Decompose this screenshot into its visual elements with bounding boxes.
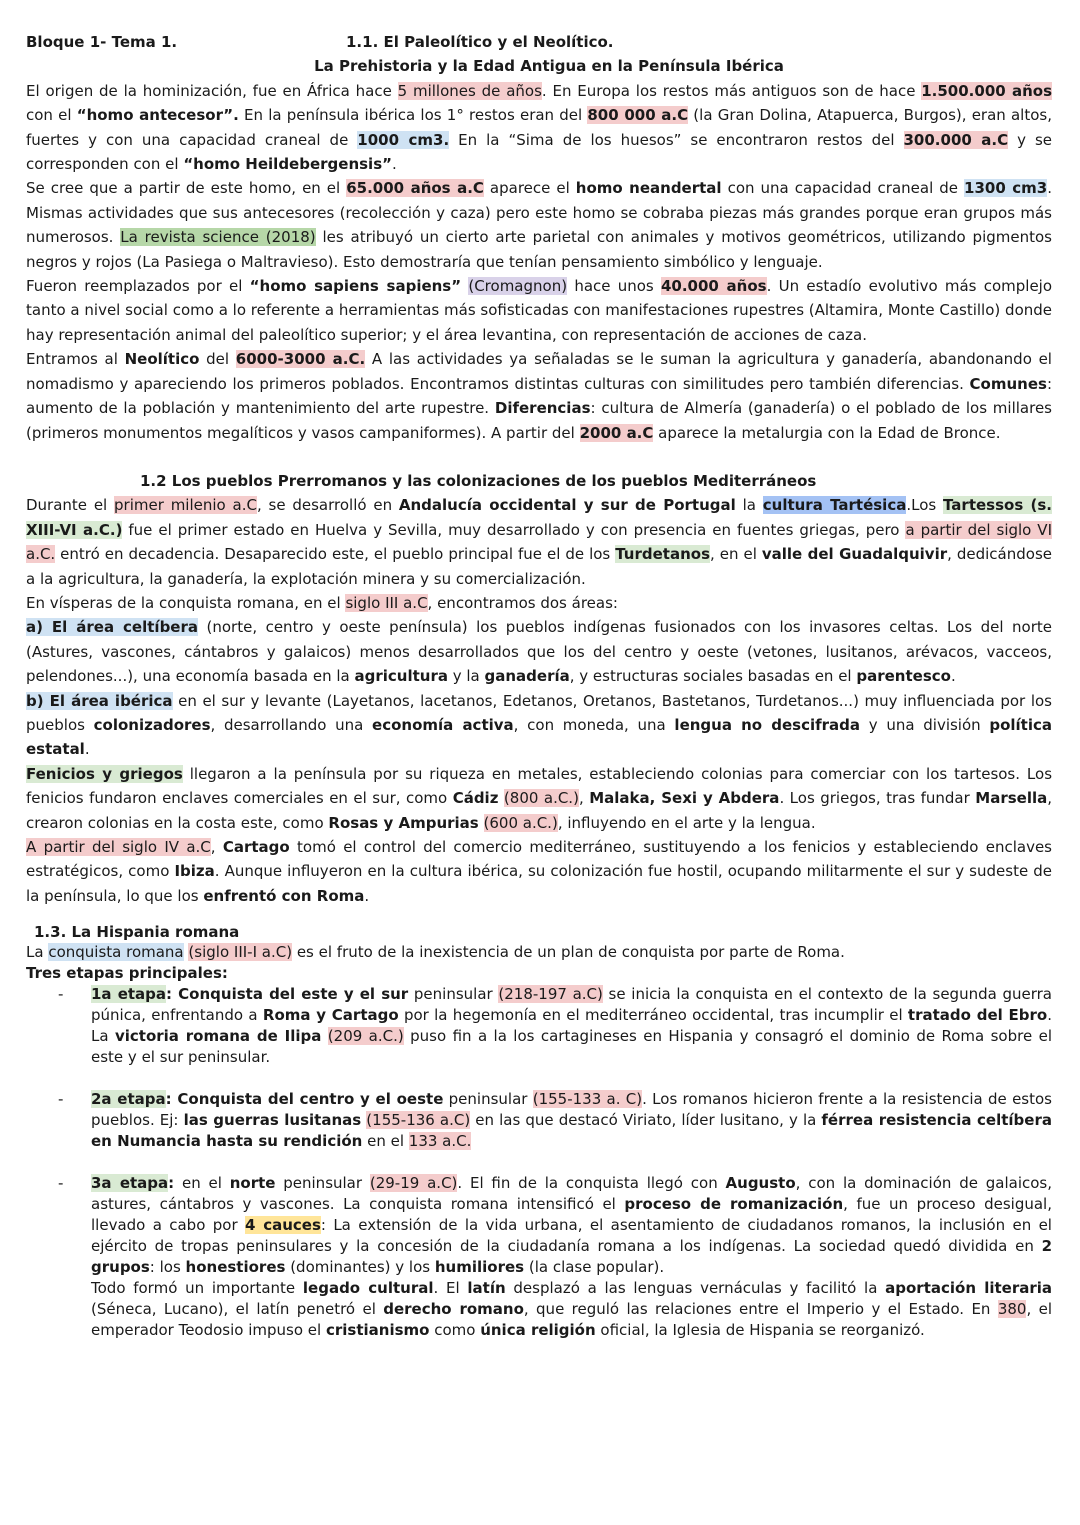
text: . En Europa los restos más antiguos son de hace (541, 81, 922, 100)
text: Durante el (26, 496, 115, 515)
text: . La (91, 1006, 1052, 1046)
bold-term: colonizadores (93, 715, 211, 734)
highlight-date: (800 a.C.) (503, 789, 579, 808)
highlight-date: (155-136 a.C) (366, 1111, 471, 1130)
text: , se desarrolló en (256, 496, 399, 515)
text: puso fin a la los cartagineses en Hispania y consagró el dominio de Roma sobre el este y el sur peninsular. (91, 1027, 1052, 1067)
highlight-term: a) El área celtíbera (26, 618, 198, 637)
highlight-term: 4 cauces (244, 1216, 321, 1235)
bold-term: valle del Guadalquivir (761, 545, 948, 564)
highlight-term: Tartessos (s. XIII-VI a.C.) (26, 496, 1052, 539)
bullet-dash-icon: - (58, 1174, 64, 1193)
bold-term: cristianismo (325, 1321, 430, 1340)
text: , encontramos dos áreas: (427, 593, 618, 612)
paragraph-neandertal (26, 176, 1052, 274)
bold-term: única religión (480, 1321, 596, 1340)
paragraph-legado-cultural (91, 1278, 1052, 1341)
text: . El (433, 1279, 468, 1298)
bold-term: Cádiz (452, 789, 499, 808)
highlight-term: 2a etapa (91, 1090, 166, 1109)
text: . El fin de la conquista llegó con (457, 1174, 726, 1193)
bold-term: Diferencias (494, 399, 591, 418)
text: , con moneda, una (513, 715, 675, 734)
highlight-measure: 1000 cm3. (357, 130, 450, 149)
etapas-subtitle (26, 963, 1052, 984)
bold-term: Comunes (969, 374, 1047, 393)
bullet-dash-icon: - (58, 1090, 64, 1109)
text: Fueron reemplazados por el (26, 277, 250, 296)
text: . (392, 155, 397, 174)
text: : cultura de Almería (ganadería) o el poblado de los millares (primeros monumentos megalíticos y vasos campaniformes). A partir del (26, 399, 1052, 442)
text: y se corresponden con el (26, 130, 1052, 174)
paragraph-tartessos (26, 493, 1052, 591)
text: (Séneca, Lucano), el latín penetró el (91, 1300, 384, 1319)
bold-term: norte (229, 1174, 276, 1193)
bold-term: enfrentó con Roma (203, 886, 365, 905)
text: es el fruto de la inexistencia de un plan de conquista por parte de Roma. (292, 943, 845, 962)
text: , en el (710, 545, 762, 564)
highlight-date: 1.500.000 años (921, 81, 1052, 100)
text: llegaron a la península por su riqueza en metales, estableciendo colonias para comerciar con los tartesos. Los fenicios fundaron enclaves comerciales en el sur, como (26, 764, 1053, 808)
section-1-3-title: 1.3. La Hispania romana (34, 923, 240, 942)
section-1-2-title: 1.2 Los pueblos Prerromanos y las colonizaciones de los pueblos Mediterráneos (140, 471, 817, 490)
text: : aumento de la población y mantenimiento del arte rupestre. (26, 374, 1052, 418)
text: , el emperador Teodosio impuso el (91, 1300, 1053, 1340)
text: se inicia la conquista en el contexto de la segunda guerra púnica, enfrentando a (91, 985, 1052, 1025)
text: . (364, 886, 370, 905)
highlight-term: conquista romana (48, 943, 184, 962)
highlight-date: primer milenio a.C (114, 496, 257, 515)
bold-term: tratado del Ebro (907, 1006, 1048, 1025)
paragraph-cartago (26, 835, 1052, 908)
paragraph-conquista-intro (26, 942, 1052, 963)
paragraph-fenicios-griegos (26, 762, 1052, 835)
bold-term: lengua no descifrada (674, 715, 861, 734)
block-label: Bloque 1- Tema 1. (26, 33, 178, 51)
highlight-date: 6000-3000 a.C. (235, 350, 366, 369)
text: . Los griegos, tras fundar (779, 789, 976, 808)
page-title: La Prehistoria y la Edad Antigua en la Península Ibérica (314, 57, 784, 76)
paragraph-visperas (26, 591, 1052, 615)
text (479, 814, 484, 832)
bold-term: Rosas y Ampurias (328, 813, 479, 832)
text: (la Gran Dolina, Atapuerca, Burgos), eran altos, fuertes y con una capacidad craneal de (26, 106, 1052, 149)
bold-term: Cartago (222, 838, 290, 856)
text: El origen de la hominización, fue en África hace (26, 81, 398, 100)
bold-term: Tres etapas principales: (26, 964, 228, 983)
bold-term: férrea resistencia celtíbera en Numancia hasta su rendición (91, 1111, 1052, 1151)
highlight-date: 800 000 a.C (587, 106, 689, 125)
text: peninsular (443, 1090, 533, 1109)
text: (norte, centro y oeste península) los pueblos indígenas fusionados con los invasores celtas. Los del norte (Astures, vascones, cántabros y galaicos) menos desarrollados que los del centro y oeste (vetones, lusitanos, arévacos, vacceos, pelendones...), una economía basada en la (26, 618, 1052, 686)
highlight-term: Fenicios y griegos (26, 764, 183, 783)
bold-term: proceso de romanización (624, 1195, 844, 1214)
bold-term: Malaka, Sexi y Abdera (589, 789, 780, 808)
paragraph-area-celtibera (26, 615, 1052, 688)
text: Todo formó un importante (91, 1279, 303, 1298)
bold-term: Roma y Cartago (262, 1006, 399, 1025)
highlight-measure: 1300 cm3 (964, 179, 1048, 198)
bold-term: aportación literaria (885, 1279, 1052, 1298)
text: , dedicándose a la agricultura, la ganadería, la explotación minera y su comercialización. (26, 545, 1052, 588)
bold-term: : Conquista del este y el sur (166, 985, 409, 1004)
bold-term: economía activa (372, 715, 514, 734)
text: .Los (906, 496, 943, 515)
text: por la hegemonía en el mediterráneo occidental, tras incumplir el (398, 1006, 908, 1025)
text: desplazó a las lenguas vernáculas y facilitó la (505, 1279, 886, 1298)
highlight-date: 2000 a.C (579, 423, 654, 442)
highlight-term: cultura Tartésica (762, 496, 907, 515)
bold-term: humiliores (434, 1258, 525, 1277)
highlight-date: (600 a.C.) (483, 813, 558, 832)
list-item-etapa-2 (26, 1089, 1052, 1152)
text: como (429, 1321, 481, 1340)
paragraph-neolitico (26, 347, 1052, 445)
highlight-date: 40.000 años (660, 277, 767, 296)
text: La (26, 943, 49, 962)
text: , que reguló las relaciones entre el Imperio y el Estado. En (523, 1300, 998, 1319)
highlight-date: 300.000 a.C (903, 130, 1009, 149)
bold-term: latín (467, 1279, 506, 1298)
text: En la península ibérica los 1° restos eran del (238, 106, 588, 125)
bold-term: homo neandertal (575, 179, 722, 198)
highlight-term: (Cromagnon) (468, 277, 568, 296)
bold-term: : (168, 1174, 175, 1193)
text: , crearon colonias en la costa este, como (26, 789, 1052, 832)
text: y la (447, 667, 485, 686)
bold-term: “homo Heildebergensis” (183, 155, 392, 174)
bold-term: : Conquista del centro y el oeste (165, 1090, 444, 1109)
text: , (210, 838, 223, 856)
text: tomó el control del comercio mediterráneo, sustituyendo a los fenicios y estableciendo enclaves estratégicos, como (26, 838, 1052, 881)
text: , (578, 789, 590, 808)
bold-term: legado cultural (302, 1279, 434, 1298)
text: , y estructuras sociales basadas en el (569, 667, 857, 686)
text: En vísperas de la conquista romana, en el (26, 593, 346, 612)
text: , fue un proceso desigual, llevado a cabo por (91, 1195, 1052, 1235)
bold-term: Ibiza (174, 862, 215, 881)
highlight-date: (29-19 a.C) (369, 1174, 458, 1193)
text: A las actividades ya señaladas se le suman la agricultura y ganadería, abandonando el nomadismo y apareciendo los primeros poblados. Encontramos distintas culturas con similitudes pero también diferencias. (26, 350, 1052, 393)
bold-term: derecho romano (383, 1300, 524, 1319)
text: oficial, la Iglesia de Hispania se reorganizó. (595, 1321, 925, 1340)
text: En la “Sima de los huesos” se encontraron restos del (449, 130, 904, 149)
text: peninsular (275, 1174, 370, 1193)
text: en el (362, 1132, 409, 1151)
bold-term: Andalucía occidental y sur de Portugal (398, 496, 736, 515)
bold-term: “homo sapiens sapiens” (249, 277, 462, 296)
highlight-term: Turdetanos (615, 545, 710, 564)
highlight-term: b) El área ibérica (26, 691, 173, 710)
header-row (26, 30, 1052, 54)
bold-term: parentesco (856, 667, 951, 686)
text: entró en decadencia. Desaparecido este, el pueblo principal fue el de los (55, 545, 616, 564)
text: . Mismas actividades que sus antecesores (recolección y caza) pero este homo se cobraba piezas más grandes porque eran grupos más numerosos. (26, 179, 1052, 247)
text: . (950, 667, 956, 686)
text: , con la dominación de galaicos, astures, cántabros y vascones. La conquista romana intensificó el (91, 1174, 1053, 1214)
text: en el sur y levante (Layetanos, lacetanos, Edetanos, Oretanos, Bastetanos, Turdetanos...) muy influenciada por los pueblos (26, 691, 1052, 734)
text: la (735, 496, 763, 515)
bold-term: política estatal (26, 715, 1053, 759)
highlight-term: 3a etapa (91, 1174, 169, 1193)
text: del (199, 350, 236, 369)
text: y una división (860, 715, 990, 734)
list-item-etapa-1 (26, 984, 1052, 1068)
etapas-list (26, 984, 1052, 1341)
text: en el (174, 1174, 230, 1193)
list-item-etapa-3 (26, 1173, 1052, 1341)
text: : La extensión de la vida urbana, el asentamiento de ciudadanos romanos, la inclusión en el ejército de tropas peninsulares y la concesión de la ciudadanía romana a los indígenas. La sociedad quedó dividida en (91, 1216, 1052, 1256)
text: (la clase popular). (524, 1258, 665, 1277)
highlight-date: A partir del siglo IV a.C (26, 838, 211, 856)
text: aparece la metalurgia con la Edad de Bronce. (653, 423, 1001, 442)
text: peninsular (408, 985, 499, 1004)
text: . (84, 740, 90, 759)
text: con una capacidad craneal de (721, 179, 965, 198)
paragraph-hominizacion (26, 79, 1052, 177)
bold-term: agricultura (354, 667, 448, 686)
highlight-date: 133 a.C. (408, 1132, 472, 1151)
bold-term: Augusto (725, 1174, 796, 1193)
text: Se cree que a partir de este homo, en el (26, 179, 347, 198)
bold-term: Neolítico (124, 350, 200, 369)
highlight-source: La revista science (2018) (120, 228, 316, 247)
text: hace unos (567, 277, 661, 296)
paragraph-sapiens (26, 274, 1052, 347)
highlight-date: (209 a.C.) (327, 1027, 404, 1046)
text: fue el primer estado en Huelva y Sevilla, muy desarrollado y con presencia en fuentes griegas, pero (122, 520, 906, 539)
bold-term: 2 grupos (91, 1237, 1052, 1277)
paragraph-area-iberica (26, 689, 1052, 762)
text: . Los romanos hicieron frente a la resistencia de estos pueblos. Ej: (91, 1090, 1052, 1130)
highlight-date: (218-197 a.C) (498, 985, 603, 1004)
highlight-date: 65.000 años a.C (346, 179, 484, 198)
highlight-date: a partir del siglo VI a.C. (26, 520, 1052, 564)
text: con el (26, 106, 77, 125)
text: les atribuyó un cierto arte parietal con animales y motivos geométricos, utilizando pigmentos negros y rojos (La Pasiega o Maltravieso). Esto demostraría que tenían pensamiento simbólico y lenguaje. (26, 228, 1052, 271)
highlight-date: 5 millones de años (397, 81, 542, 100)
text: aparece el (483, 179, 576, 198)
text: . Aunque influyeron en la cultura ibérica, su colonización fue hostil, ocupando militarmente el sur y sudeste de la península, lo que los (26, 862, 1052, 905)
text: (dominantes) y los (285, 1258, 435, 1277)
highlight-date: (siglo III-I a.C) (188, 943, 293, 962)
bold-term: Marsella (975, 789, 1048, 808)
text (321, 1027, 327, 1045)
highlight-date: siglo III a.C (345, 593, 428, 612)
bold-term: victoria romana de Ilipa (114, 1027, 322, 1046)
bold-term: ganadería (484, 667, 570, 686)
text: , desarrollando una (210, 715, 373, 734)
bold-term: honestiores (185, 1258, 286, 1277)
highlight-date: (155-133 a. C) (532, 1090, 643, 1109)
text: en las que destacó Viriato, líder lusitano, y la (470, 1111, 822, 1130)
bold-term: “homo antecesor”. (76, 106, 239, 125)
text: . Un estadío evolutivo más complejo tanto a nivel social como a lo referente a herramientas más sofisticadas con manifestaciones rupestres (Altamira, Monte Castillo) donde hay representación animal del paleolítico superior; y el área levantina, con representación de acciones de caza. (26, 277, 1053, 344)
text: Entramos al (26, 350, 125, 369)
text: , influyendo en el arte y la lengua. (557, 813, 816, 832)
bold-term: las guerras lusitanas (183, 1111, 362, 1130)
highlight-date: 380 (997, 1300, 1027, 1319)
text: : los (149, 1258, 186, 1277)
section-1-1-title: 1.1. El Paleolítico y el Neolítico. (346, 33, 614, 51)
bullet-dash-icon: - (58, 985, 64, 1004)
highlight-term: 1a etapa (91, 985, 167, 1004)
